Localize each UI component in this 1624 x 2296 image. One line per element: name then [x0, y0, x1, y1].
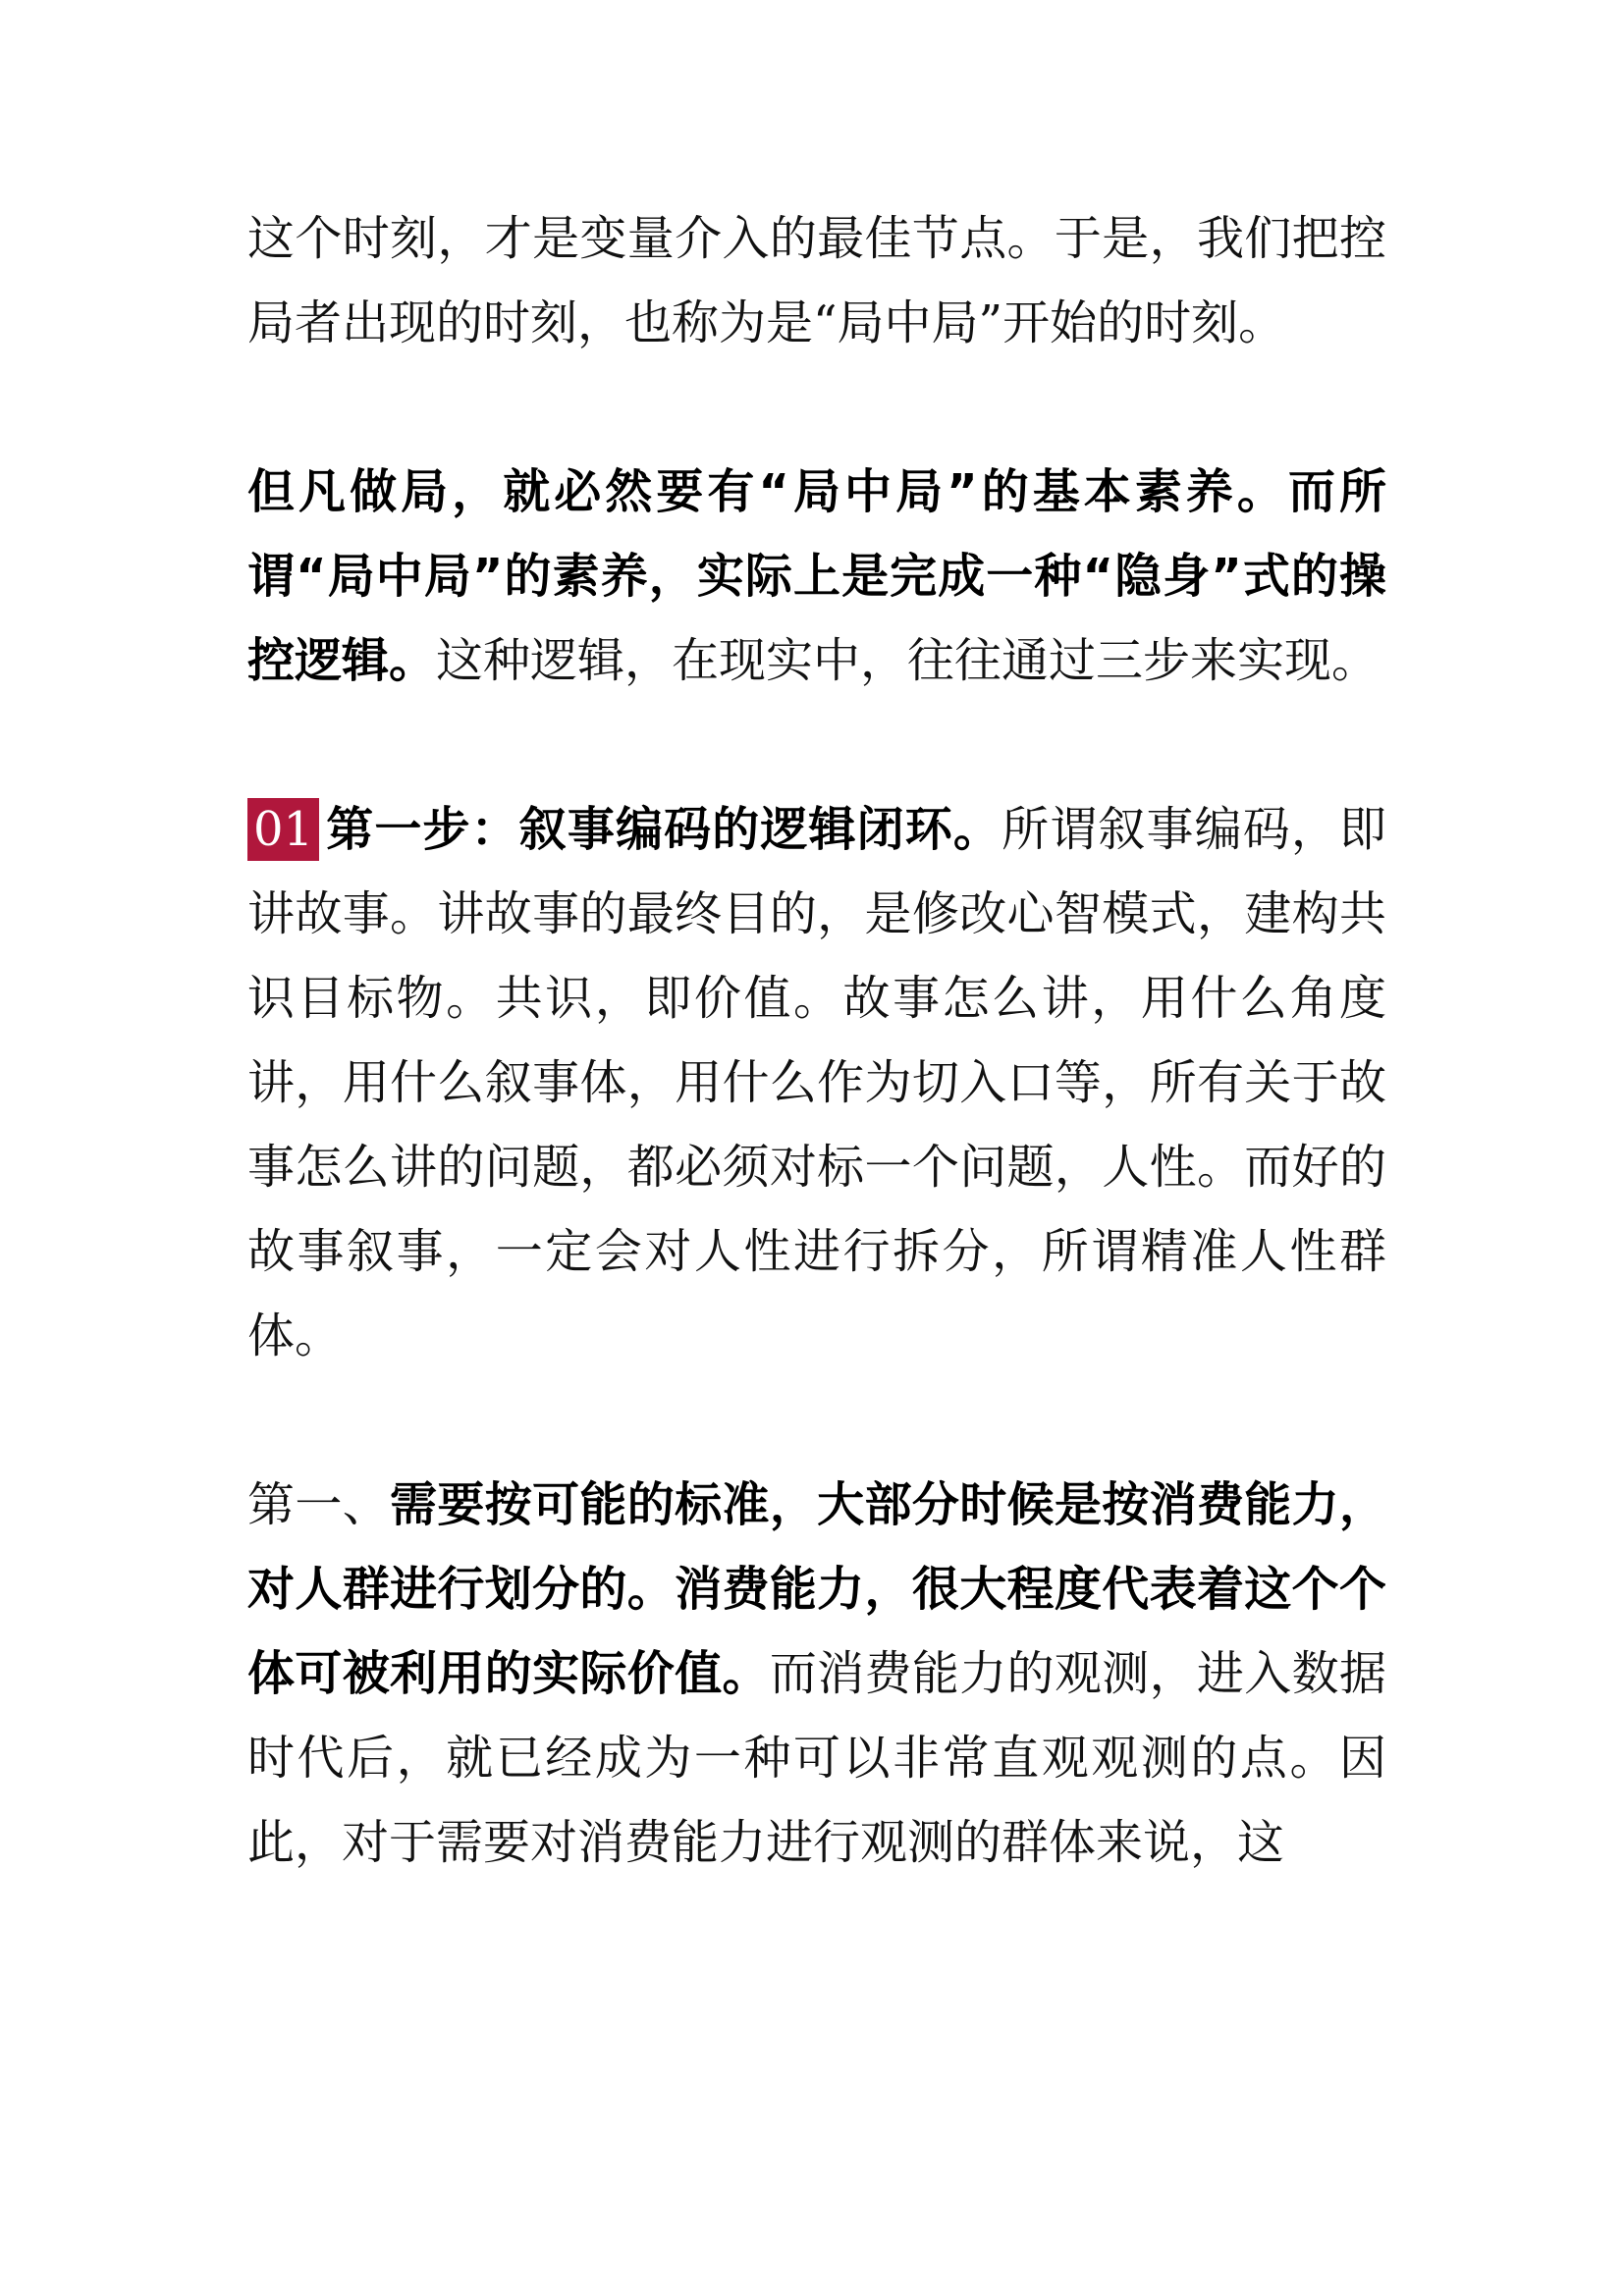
- paragraph-4-prefix: 第一、: [247, 1477, 391, 1532]
- paragraph-2: [247, 450, 1386, 703]
- step-heading: 第一步：叙事编码的逻辑闭环。: [325, 802, 1002, 857]
- step-number-badge: 01: [247, 798, 319, 861]
- paragraph-4-bold-text: 需要按可能的标准，大部分时候是按消费能力，对人群进行划分的。消费能力，很大程度代表着这个个体可被利用的实际价值。: [247, 1477, 1386, 1701]
- document-page: [247, 196, 1386, 1885]
- paragraph-4: [247, 1463, 1386, 1885]
- paragraph-1-text: 这个时刻，才是变量介入的最佳节点。于是，我们把控局者出现的时刻，也称为是“局中局”开始的时刻。: [247, 211, 1386, 350]
- paragraph-2-bold-text: 但凡做局，就必然要有“局中局”的基本素养。而所谓“局中局”的素养，实际上是完成一种“隐身”式的操控逻辑。: [247, 464, 1386, 688]
- paragraph-4-text: 而消费能力的观测，进入数据时代后，就已经成为一种可以非常直观观测的点。因此，对于需要对消费能力进行观测的群体来说，这: [247, 1646, 1386, 1870]
- paragraph-3-text: 所谓叙事编码，即讲故事。讲故事的最终目的，是修改心智模式，建构共识目标物。共识，即价值。故事怎么讲，用什么角度讲，用什么叙事体，用什么作为切入口等，所有关于故事怎么讲的问题，都必须对标一个问题，人性。而好的故事叙事，一定会对人性进行拆分，所谓精准人性群体。: [247, 802, 1386, 1363]
- paragraph-2-text: 这种逻辑，在现实中，往往通过三步来实现。: [436, 633, 1380, 688]
- paragraph-3: [247, 787, 1386, 1378]
- paragraph-1: [247, 196, 1386, 365]
